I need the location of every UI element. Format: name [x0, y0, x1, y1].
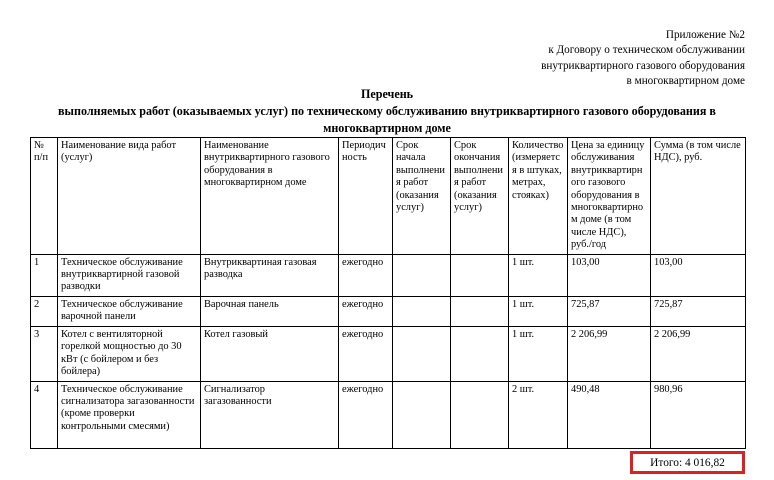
appendix-line-1: Приложение №2: [665, 29, 745, 41]
column-header-index: № п/п: [31, 138, 58, 255]
cell-index: 4: [31, 381, 58, 448]
appendix-line-3: внутриквартирного газового оборудования: [541, 59, 745, 72]
table-row: [31, 296, 746, 326]
appendix-header: [325, 28, 745, 90]
cell-sum: 103,00: [651, 254, 746, 296]
cell-equipment: Варочная панель: [201, 296, 339, 326]
cell-start-date: [393, 381, 451, 448]
works-table: [30, 137, 746, 449]
total-amount-label: Итого: 4 016,82: [650, 456, 725, 469]
cell-work: Техническое обслуживание варочной панели: [58, 296, 201, 326]
column-header-unit-price: Цена за единицу обслуживания внутриквартирного газового оборудования в многоквартирном доме (в том числе НДС), руб./год: [568, 138, 651, 255]
table-header-row: [31, 138, 746, 255]
column-header-equipment: Наименование внутриквартирного газового оборудования в многоквартирном доме: [201, 138, 339, 255]
cell-sum: 725,87: [651, 296, 746, 326]
cell-unit-price: 103,00: [568, 254, 651, 296]
cell-end-date: [451, 254, 509, 296]
column-header-sum: Сумма (в том числе НДС), руб.: [651, 138, 746, 255]
works-table-container: [30, 137, 745, 449]
cell-periodicity: ежегодно: [339, 326, 393, 381]
cell-work: Техническое обслуживание сигнализатора загазованности (кроме проверки контрольными смесями): [58, 381, 201, 448]
cell-end-date: [451, 381, 509, 448]
cell-start-date: [393, 326, 451, 381]
cell-start-date: [393, 296, 451, 326]
cell-equipment: Котел газовый: [201, 326, 339, 381]
page-title: [30, 86, 744, 137]
column-header-quantity: Количество (измеряется в штуках, метрах, стояках): [509, 138, 568, 255]
cell-sum: 2 206,99: [651, 326, 746, 381]
cell-equipment: Внутриквартиная газовая разводка: [201, 254, 339, 296]
cell-index: 1: [31, 254, 58, 296]
cell-unit-price: 490,48: [568, 381, 651, 448]
cell-quantity: 1 шт.: [509, 326, 568, 381]
table-row: [31, 326, 746, 381]
cell-equipment: Сигнализатор загазованности: [201, 381, 339, 448]
cell-periodicity: ежегодно: [339, 296, 393, 326]
cell-end-date: [451, 326, 509, 381]
cell-periodicity: ежегодно: [339, 254, 393, 296]
cell-quantity: 1 шт.: [509, 296, 568, 326]
column-header-start-date: Срок начала выполнения работ (оказания услуг): [393, 138, 451, 255]
table-row: [31, 254, 746, 296]
appendix-line-2: к Договору о техническом обслуживании: [548, 44, 745, 57]
cell-index: 3: [31, 326, 58, 381]
appendix-line-4: в многоквартирном доме: [626, 75, 745, 88]
cell-unit-price: 725,87: [568, 296, 651, 326]
cell-work: Котел с вентиляторной горелкой мощностью до 30 кВт (с бойлером и без бойлера): [58, 326, 201, 381]
cell-start-date: [393, 254, 451, 296]
cell-quantity: 2 шт.: [509, 381, 568, 448]
cell-sum: 980,96: [651, 381, 746, 448]
cell-quantity: 1 шт.: [509, 254, 568, 296]
cell-end-date: [451, 296, 509, 326]
column-header-work: Наименование вида работ (услуг): [58, 138, 201, 255]
table-row: [31, 381, 746, 448]
page-title-sub: выполняемых работ (оказываемых услуг) по техническому обслуживанию внутриквартирного газового оборудования в многоквартирном доме: [58, 104, 716, 135]
cell-index: 2: [31, 296, 58, 326]
cell-periodicity: ежегодно: [339, 381, 393, 448]
column-header-periodicity: Периодичность: [339, 138, 393, 255]
cell-work: Техническое обслуживание внутриквартирной газовой разводки: [58, 254, 201, 296]
page-title-main: Перечень: [360, 87, 414, 101]
total-amount-box: [630, 451, 745, 474]
column-header-end-date: Срок окончания выполнения работ (оказания услуг): [451, 138, 509, 255]
cell-unit-price: 2 206,99: [568, 326, 651, 381]
